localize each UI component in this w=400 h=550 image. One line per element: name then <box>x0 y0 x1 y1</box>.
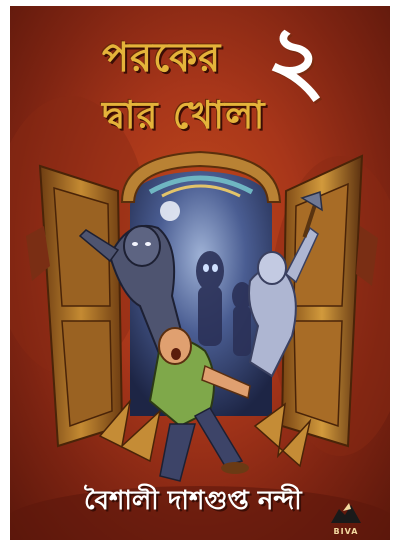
title-line-2: দ্বার খোলা <box>102 93 266 137</box>
book-cover <box>10 6 390 540</box>
title-line-1: পরকের <box>102 35 222 81</box>
publisher-logo <box>326 494 366 536</box>
volume-numeral: ২ <box>266 6 326 113</box>
author-name: বৈশালী দাশগুপ্ত নন্দী <box>84 486 302 516</box>
publisher-name: BIVA <box>333 527 359 536</box>
publisher-bird-icon <box>329 501 363 527</box>
